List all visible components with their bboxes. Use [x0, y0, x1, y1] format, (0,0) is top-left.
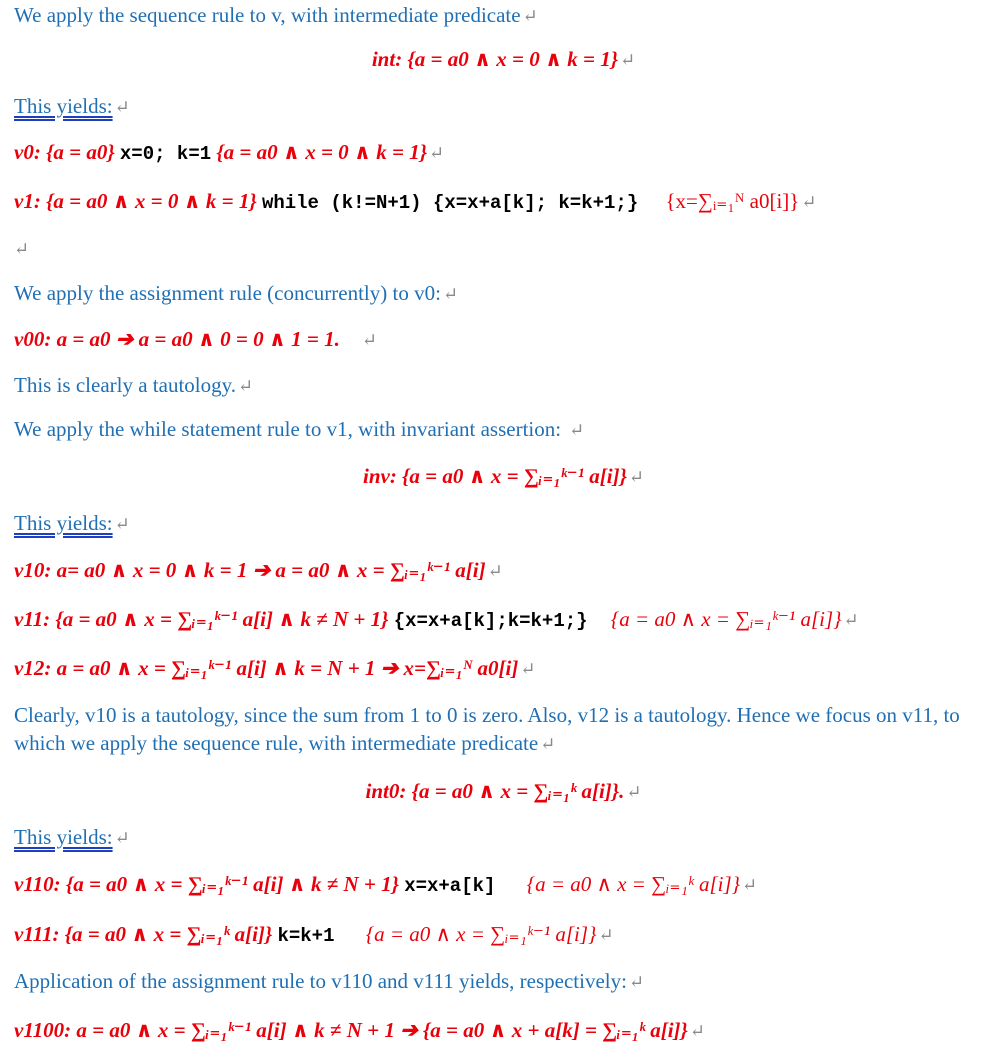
paragraph-mark: ↵ [626, 782, 642, 802]
empty-paragraph [14, 235, 29, 262]
yields-text: This yields: [14, 94, 113, 118]
line-text: Application of the assignment rule to v110 and v111 yields, respectively: [14, 969, 627, 993]
v1-post: {x=∑ᵢ₌₁ᴺ a0[i]} [665, 189, 800, 213]
assignment-rule-line [14, 280, 458, 307]
v11-post: {a = a0 ∧ x = ∑ᵢ₌₁ᵏ⁻¹ a[i]} [610, 607, 842, 631]
paragraph-mark: ↵ [540, 734, 556, 754]
v0-post: {a = a0 ∧ x = 0 ∧ k = 1} [211, 140, 428, 164]
yields-text: This yields: [14, 825, 113, 849]
paragraph-mark: ↵ [429, 143, 445, 163]
v1-line [14, 188, 816, 216]
paragraph-mark: ↵ [361, 330, 377, 350]
v00-line [14, 326, 377, 353]
v11-line [14, 606, 859, 634]
paragraph-text: Clearly, v10 is a tautology, since the sum from 1 to 0 is zero. Also, v12 is a tautology. Hence we focus on v11, to which we apply the sequence rule, with intermediate predicate [14, 703, 960, 755]
v1100-line [14, 1017, 705, 1044]
v0-code: x=0; k=1 [119, 143, 212, 165]
v12-line [14, 655, 535, 682]
text-line-1 [14, 2, 538, 29]
while-rule-line [14, 416, 584, 443]
v11-pre: v11: {a = a0 ∧ x = ∑ᵢ₌₁ᵏ⁻¹ a[i] ∧ k ≠ N + 1} [14, 607, 394, 631]
inv-text: inv: {a = a0 ∧ x = ∑ᵢ₌₁ᵏ⁻¹ a[i]} [362, 464, 627, 488]
paragraph-mark: ↵ [569, 420, 585, 440]
int0-text: int0: {a = a0 ∧ x = ∑ᵢ₌₁ᵏ a[i]}. [365, 779, 625, 803]
paragraph-mark: ↵ [14, 239, 30, 259]
v0-pre: v0: {a = a0} [14, 140, 120, 164]
yields-label-3 [14, 824, 130, 851]
paragraph-mark: ↵ [487, 561, 503, 581]
int-text: int: {a = a0 ∧ x = 0 ∧ k = 1} [371, 47, 619, 71]
paragraph-mark: ↵ [522, 6, 538, 26]
line-text: This is clearly a tautology. [14, 373, 236, 397]
v1-pre: v1: {a = a0 ∧ x = 0 ∧ k = 1} [14, 189, 262, 213]
v10-text: v10: a= a0 ∧ x = 0 ∧ k = 1 ➔ a = a0 ∧ x = ∑ᵢ₌₁ᵏ⁻¹ a[i] [14, 558, 486, 582]
v1-code: while (k!=N+1) {x=x+a[k]; k=k+1;} [261, 192, 639, 214]
paragraph-mark: ↵ [628, 972, 645, 992]
yields-text: This yields: [14, 511, 113, 535]
v0-line [14, 139, 444, 167]
paragraph-mark: ↵ [114, 514, 130, 534]
line-text: We apply the assignment rule (concurrently) to v0: [14, 281, 441, 305]
paragraph-mark: ↵ [742, 875, 758, 895]
paragraph-mark: ↵ [620, 50, 636, 70]
v11-code: {x=x+a[k];k=k+1;} [393, 610, 588, 632]
paragraph-mark: ↵ [628, 467, 644, 487]
v110-pre: v110: {a = a0 ∧ x = ∑ᵢ₌₁ᵏ⁻¹ a[i] ∧ k ≠ N + 1} [14, 872, 405, 896]
paragraph-mark: ↵ [689, 1021, 705, 1041]
clearly-paragraph [14, 701, 979, 758]
line-text: We apply the sequence rule to v, with intermediate predicate [14, 3, 521, 27]
v111-post: {a = a0 ∧ x = ∑ᵢ₌₁ᵏ⁻¹ a[i]} [365, 922, 597, 946]
yields-label-1 [14, 93, 130, 120]
v12-text: v12: a = a0 ∧ x = ∑ᵢ₌₁ᵏ⁻¹ a[i] ∧ k = N + 1 ➔ x=∑ᵢ₌₁ᴺ a0[i] [14, 656, 519, 680]
paragraph-mark: ↵ [598, 925, 614, 945]
tautology-line [14, 372, 253, 399]
v10-line [14, 557, 503, 584]
paragraph-mark: ↵ [114, 828, 130, 848]
v111-line [14, 921, 614, 949]
application-line [14, 968, 644, 995]
paragraph-mark: ↵ [843, 610, 859, 630]
v111-code: k=k+1 [277, 925, 335, 947]
v111-pre: v111: {a = a0 ∧ x = ∑ᵢ₌₁ᵏ a[i]} [14, 922, 278, 946]
yields-label-2 [14, 510, 130, 537]
v1100-text: v1100: a = a0 ∧ x = ∑ᵢ₌₁ᵏ⁻¹ a[i] ∧ k ≠ N + 1 ➔ {a = a0 ∧ x + a[k] = ∑ᵢ₌₁ᵏ a[i]} [14, 1018, 688, 1042]
v110-post: {a = a0 ∧ x = ∑ᵢ₌₁ᵏ a[i]} [526, 872, 741, 896]
paragraph-mark: ↵ [520, 659, 536, 679]
paragraph-mark: ↵ [238, 376, 254, 396]
v00-text: v00: a = a0 ➔ a = a0 ∧ 0 = 0 ∧ 1 = 1. [14, 327, 340, 351]
line-text: We apply the while statement rule to v1, with invariant assertion: [14, 417, 562, 441]
v110-code: x=x+a[k] [404, 875, 496, 897]
paragraph-mark: ↵ [442, 284, 459, 304]
int0-predicate [0, 778, 1007, 805]
inv-assertion [0, 463, 1007, 490]
v110-line [14, 871, 757, 899]
paragraph-mark: ↵ [801, 192, 817, 212]
paragraph-mark: ↵ [114, 97, 130, 117]
int-predicate [0, 46, 1007, 73]
